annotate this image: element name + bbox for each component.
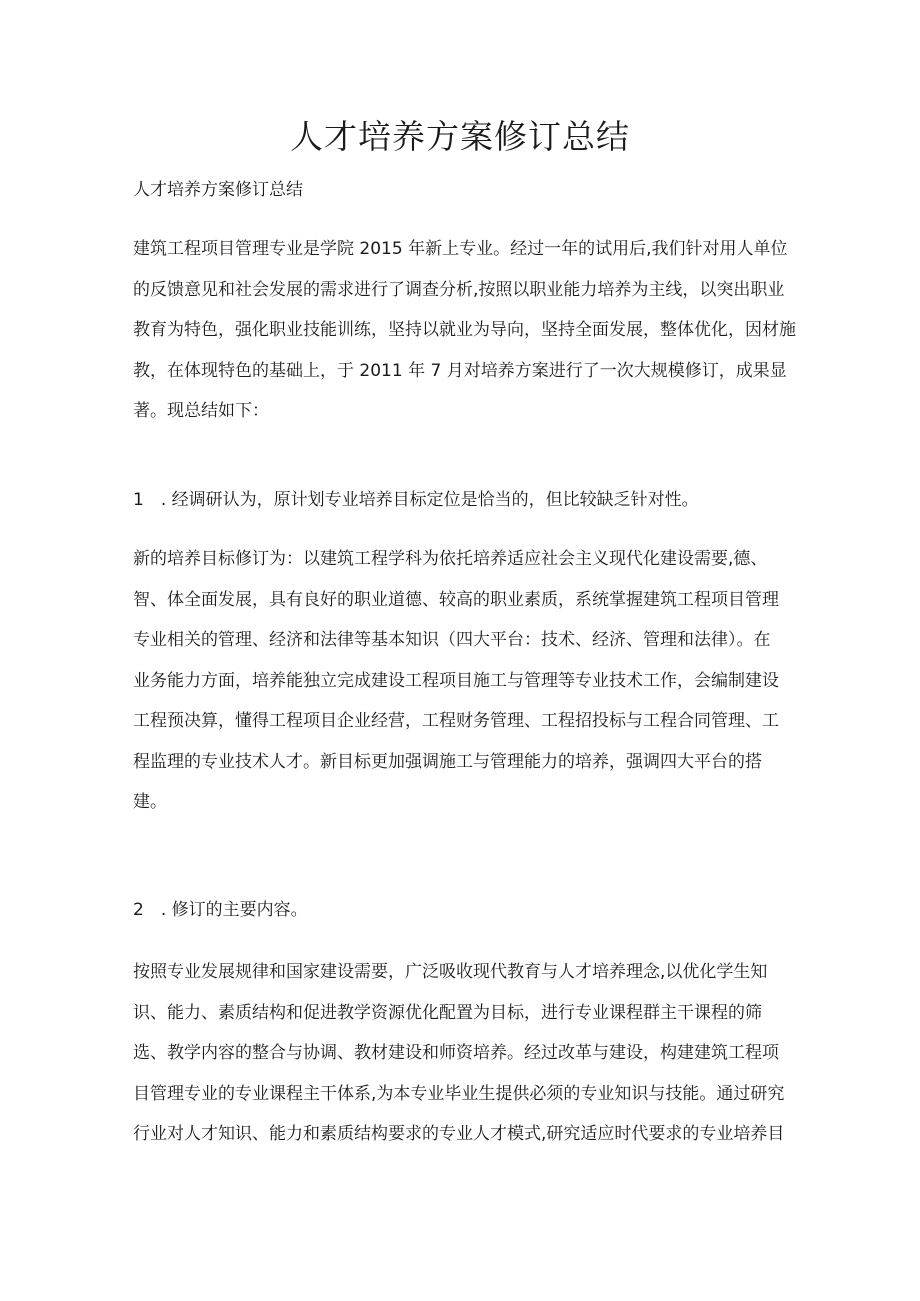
paragraph-line: 建筑工程项目管理专业是学院 2015 年新上专业。经过一年的试用后,我们针对用人单位 [133,239,788,259]
section-1-heading: 1 . 经调研认为，原计划专业培养目标定位是恰当的，但比较缺乏针对性。 [133,490,699,510]
section-2-heading: 2 . 修订的主要内容。 [133,900,308,920]
paragraph-line: 识、能力、素质结构和促进教学资源优化配置为目标，进行专业课程群主干课程的筛 [133,1002,762,1023]
paragraph-line: 教育为特色，强化职业技能训练，坚持以就业为导向，坚持全面发展，整体优化，因材施 [133,320,796,340]
paragraph-line: 专业相关的管理、经济和法律等基本知识（四大平台：技术、经济、管理和法律）。在 [133,630,771,650]
paragraph-line: 业务能力方面，培养能独立完成建设工程项目施工与管理等专业技术工作，会编制建设 [133,670,779,691]
section-2-paragraph [133,952,795,1155]
paragraph-line: 程监理的专业技术人才。新目标更加强调施工与管理能力的培养，强调四大平台的搭 [133,751,762,772]
paragraph-line: 建。 [133,792,167,812]
paragraph-line: 著。现总结如下： [133,401,269,421]
paragraph-line: 教，在体现特色的基础上，于 2011 年 7 月对培养方案进行了一次大规模修订，成果显 [133,360,787,381]
intro-paragraph [133,229,795,432]
section-1-paragraph [133,539,795,823]
paragraph-line: 行业对人才知识、能力和素质结构要求的专业人才模式,研究适应时代要求的专业培养目 [133,1124,785,1144]
paragraph-line: 的反馈意见和社会发展的需求进行了调查分析,按照以职业能力培养为主线，以突出职业 [133,279,785,300]
paragraph-line: 新的培养目标修订为：以建筑工程学科为依托培养适应社会主义现代化建设需要,德、 [133,549,768,569]
paragraph-line: 按照专业发展规律和国家建设需要，广泛吸收现代教育与人才培养理念,以优化学生知 [133,962,768,982]
document-title: 人才培养方案修订总结 [290,117,630,156]
paragraph-line: 工程预决算，懂得工程项目企业经营，工程财务管理、工程招投标与工程合同管理、工 [133,711,779,731]
paragraph-line: 选、教学内容的整合与协调、教材建设和师资培养。经过改革与建设，构建建筑工程项 [133,1043,779,1063]
paragraph-line: 目管理专业的专业课程主干体系,为本专业毕业生提供必须的专业知识与技能。通过研究 [133,1083,785,1104]
paragraph-line: 智、体全面发展，具有良好的职业道德、较高的职业素质，系统掌握建筑工程项目管理 [133,589,779,610]
document-subtitle: 人才培养方案修订总结 [133,180,303,200]
